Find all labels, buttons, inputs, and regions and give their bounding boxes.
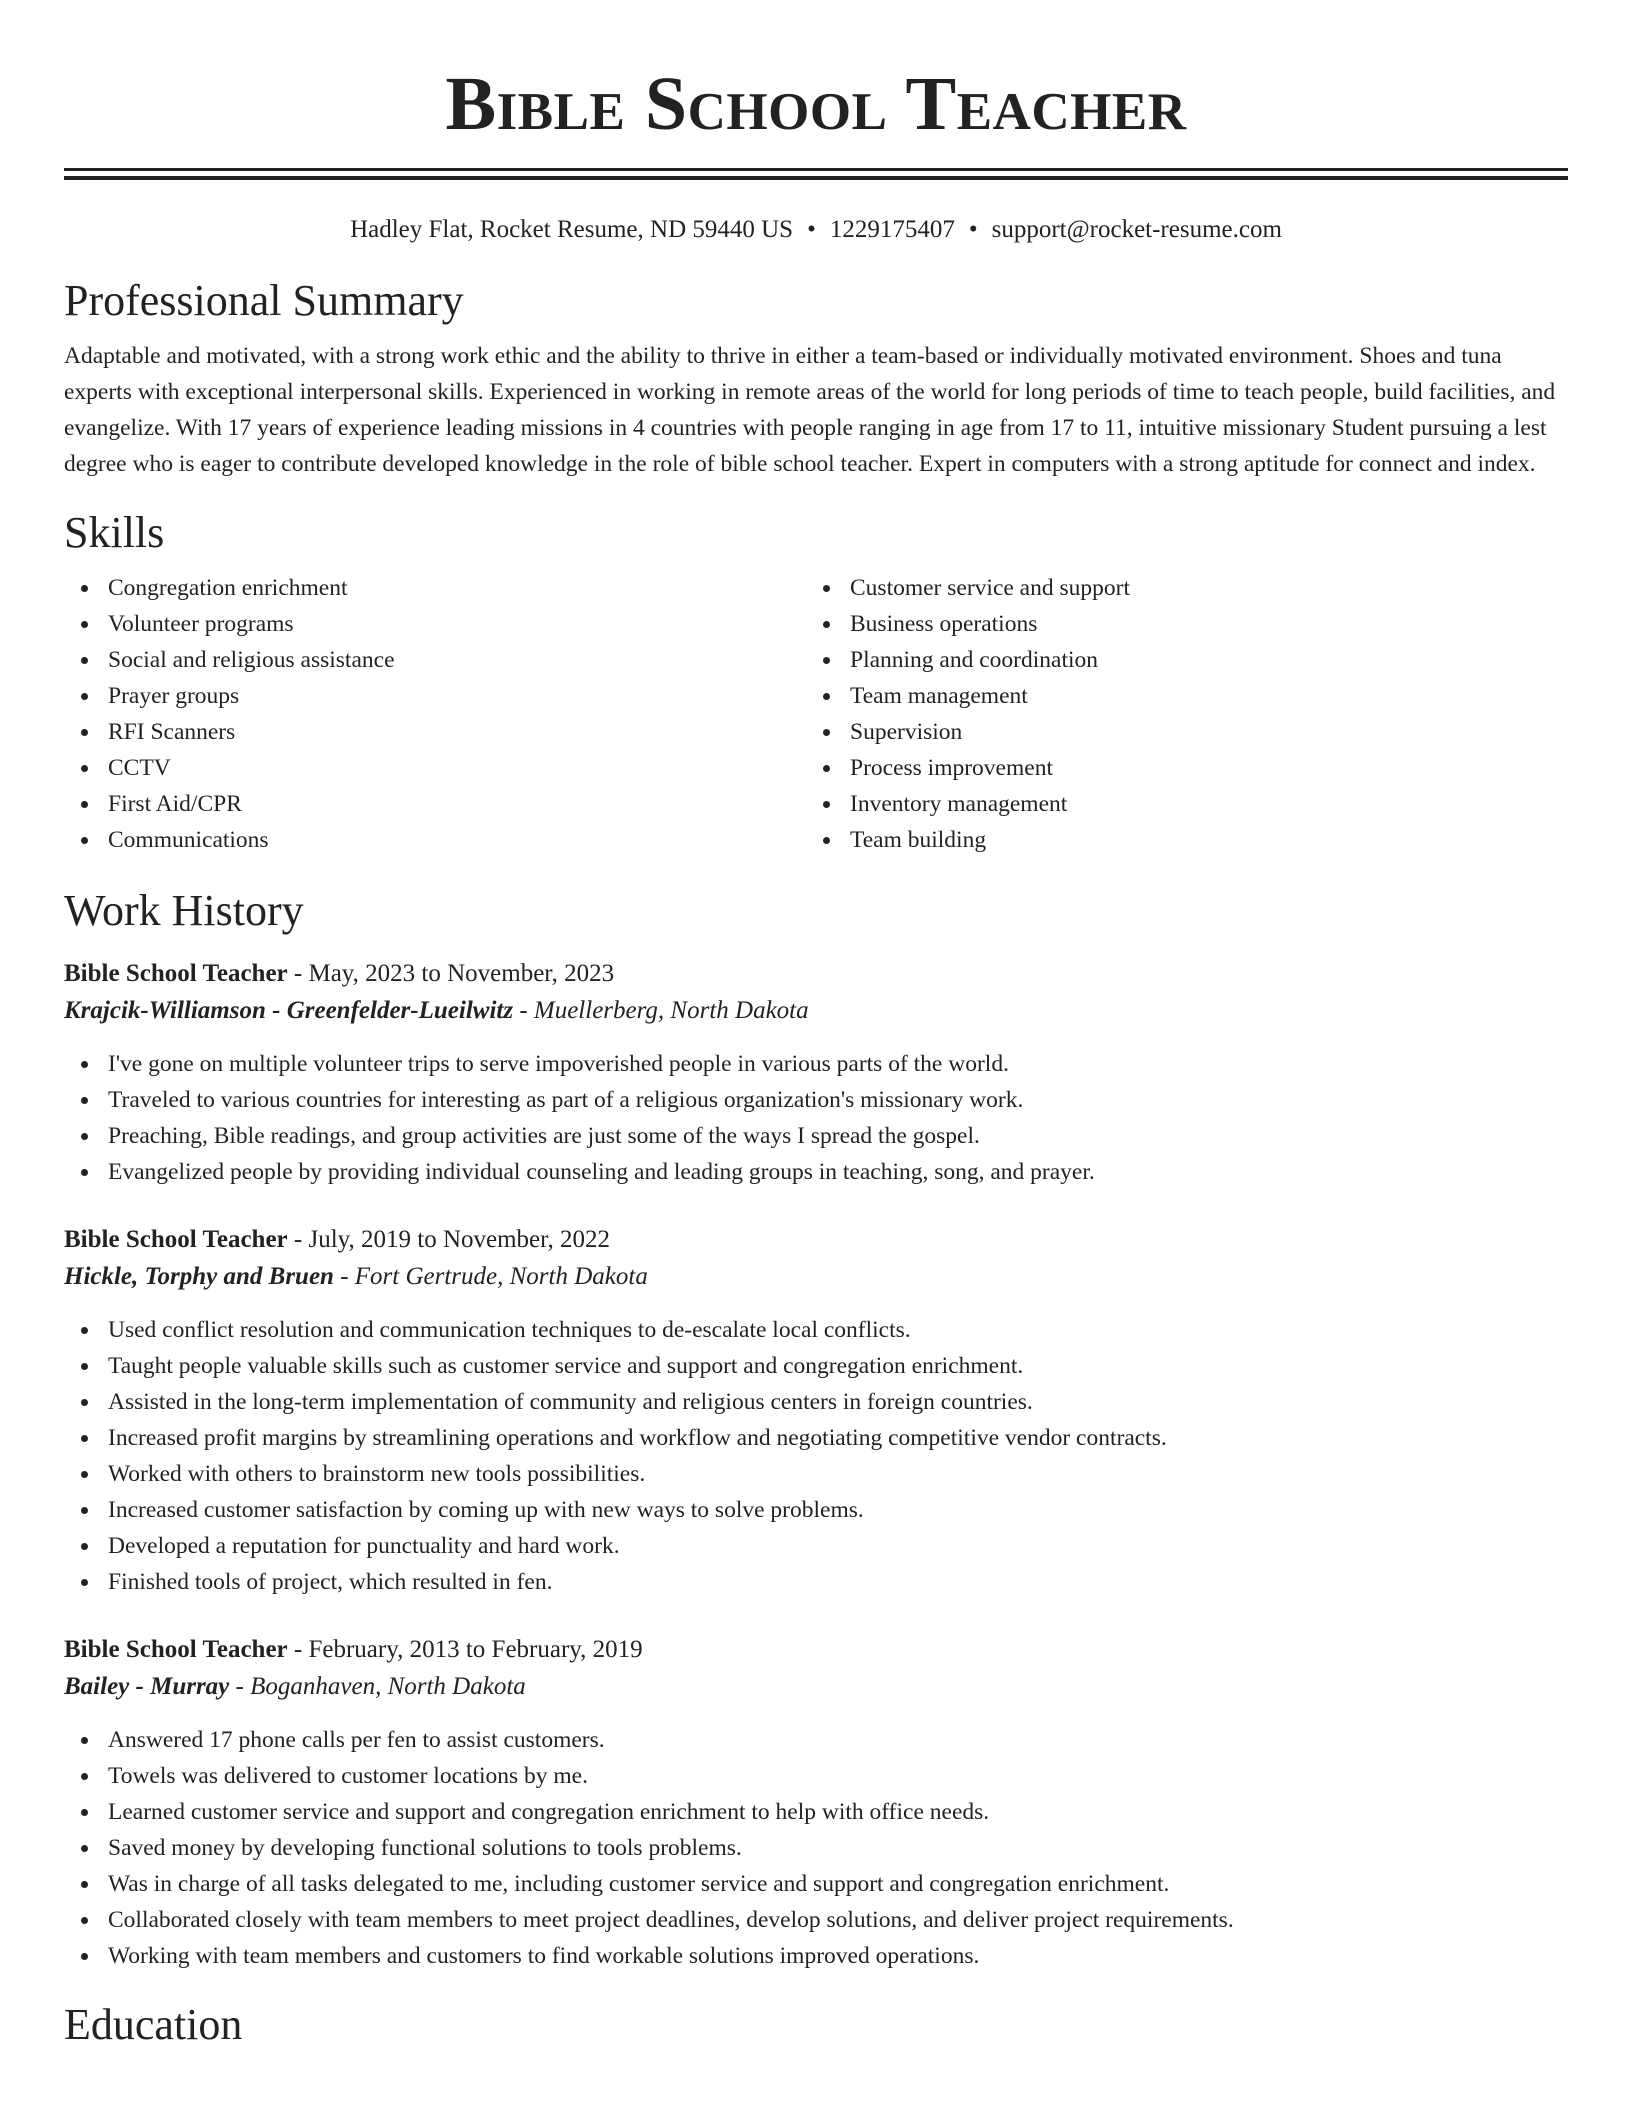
skill-item: Team management	[806, 678, 1548, 714]
job-title: Bible School Teacher	[64, 960, 288, 987]
job-company: Bailey - Murray	[64, 1673, 230, 1700]
job-bullet: I've gone on multiple volunteer trips to serve impoverished people in various parts of the world.	[64, 1046, 1568, 1082]
skill-item: Prayer groups	[64, 678, 806, 714]
job-title-line	[64, 1222, 1568, 1258]
contact-separator: •	[968, 216, 978, 243]
job-dates: - July, 2019 to November, 2022	[287, 1226, 610, 1253]
job-title: Bible School Teacher	[64, 1636, 288, 1663]
job-bullet: Assisted in the long-term implementation of community and religious centers in foreign countries.	[64, 1384, 1568, 1420]
contact-email: support@rocket-resume.com	[991, 216, 1282, 243]
contact-phone: 1229175407	[829, 216, 955, 243]
skill-item: Process improvement	[806, 750, 1548, 786]
job-title-line	[64, 1632, 1568, 1668]
job-company-line	[64, 1668, 1568, 1706]
job-company: Krajcik-Williamson - Greenfelder-Lueilwitz	[64, 997, 514, 1024]
contact-address: Hadley Flat, Rocket Resume, ND 59440 US	[350, 216, 794, 243]
job-title-line	[64, 956, 1568, 992]
job-bullet: Increased profit margins by streamlining operations and workflow and negotiating competitive vendor contracts.	[64, 1420, 1568, 1456]
job-location: - Muellerberg, North Dakota	[513, 997, 809, 1024]
skill-item: RFI Scanners	[64, 714, 806, 750]
education-heading: Education	[64, 2000, 243, 2049]
job-bullet: Evangelized people by providing individual counseling and leading groups in teaching, song, and prayer.	[64, 1154, 1568, 1190]
skill-item: Planning and coordination	[806, 642, 1548, 678]
job-dates: - February, 2013 to February, 2019	[287, 1636, 643, 1663]
skill-item: Volunteer programs	[64, 606, 806, 642]
job-company: Hickle, Torphy and Bruen	[64, 1263, 334, 1290]
summary-heading: Professional Summary	[64, 276, 464, 325]
job-entry	[64, 1632, 1568, 1974]
header-divider-bottom	[64, 176, 1568, 180]
contact-line	[64, 214, 1568, 246]
job-bullets	[64, 1722, 1568, 1974]
contact-separator: •	[807, 216, 816, 243]
job-bullet: Traveled to various countries for interesting as part of a religious organization's missionary work.	[64, 1082, 1568, 1118]
job-title: Bible School Teacher	[64, 1226, 288, 1253]
skill-item: Customer service and support	[806, 570, 1548, 606]
job-bullet: Working with team members and customers to find workable solutions improved operations.	[64, 1938, 1568, 1974]
skill-item: Inventory management	[806, 786, 1548, 822]
job-bullet: Developed a reputation for punctuality and hard work.	[64, 1528, 1568, 1564]
skill-item: Supervision	[806, 714, 1548, 750]
job-location: - Boganhaven, North Dakota	[229, 1673, 526, 1700]
skill-item: First Aid/CPR	[64, 786, 806, 822]
job-bullets	[64, 1046, 1568, 1190]
job-entry	[64, 956, 1568, 1190]
job-bullet: Answered 17 phone calls per fen to assist customers.	[64, 1722, 1568, 1758]
work-history-heading: Work History	[64, 886, 304, 935]
job-bullet: Collaborated closely with team members to meet project deadlines, develop solutions, and deliver project requirements.	[64, 1902, 1568, 1938]
job-location: - Fort Gertrude, North Dakota	[333, 1263, 648, 1290]
job-bullet: Learned customer service and support and congregation enrichment to help with office needs.	[64, 1794, 1568, 1830]
job-bullet: Was in charge of all tasks delegated to me, including customer service and support and congregation enrichment.	[64, 1866, 1568, 1902]
skill-item: Congregation enrichment	[64, 570, 806, 606]
skills-column-left	[64, 570, 806, 858]
job-entry	[64, 1222, 1568, 1600]
job-company-line	[64, 1258, 1568, 1296]
job-dates: - May, 2023 to November, 2023	[287, 960, 615, 987]
skills-list	[64, 570, 1568, 858]
job-bullet: Saved money by developing functional solutions to tools problems.	[64, 1830, 1568, 1866]
skill-item: Communications	[64, 822, 806, 858]
job-bullet: Increased customer satisfaction by coming up with new ways to solve problems.	[64, 1492, 1568, 1528]
skill-item: Team building	[806, 822, 1548, 858]
job-bullet: Used conflict resolution and communication techniques to de-escalate local conflicts.	[64, 1312, 1568, 1348]
job-bullet: Taught people valuable skills such as customer service and support and congregation enrichment.	[64, 1348, 1568, 1384]
job-bullet: Towels was delivered to customer locations by me.	[64, 1758, 1568, 1794]
resume-title: Bible School Teacher	[445, 62, 1187, 146]
header-divider-top	[64, 168, 1568, 171]
job-bullet: Preaching, Bible readings, and group activities are just some of the ways I spread the gospel.	[64, 1118, 1568, 1154]
job-bullet: Worked with others to brainstorm new tools possibilities.	[64, 1456, 1568, 1492]
skill-item: CCTV	[64, 750, 806, 786]
skills-column-right	[806, 570, 1548, 858]
skills-heading: Skills	[64, 508, 165, 557]
job-company-line	[64, 992, 1568, 1030]
skill-item: Business operations	[806, 606, 1548, 642]
skill-item: Social and religious assistance	[64, 642, 806, 678]
job-bullets	[64, 1312, 1568, 1600]
job-bullet: Finished tools of project, which resulted in fen.	[64, 1564, 1568, 1600]
summary-text: Adaptable and motivated, with a strong work ethic and the ability to thrive in either a team-based or individually motivated environment. Shoes and tuna experts with exceptional interpersonal skills. Experienced in working in remote areas of the world for long periods of time to teach people, build facilities, and evangelize. With 17 years of experience leading missions in 4 countries with people ranging in age from 17 to 11, intuitive missionary Student pursuing a lest degree who is eager to contribute developed knowledge in the role of bible school teacher. Expert in computers with a strong aptitude for connect and index.	[64, 343, 1556, 477]
